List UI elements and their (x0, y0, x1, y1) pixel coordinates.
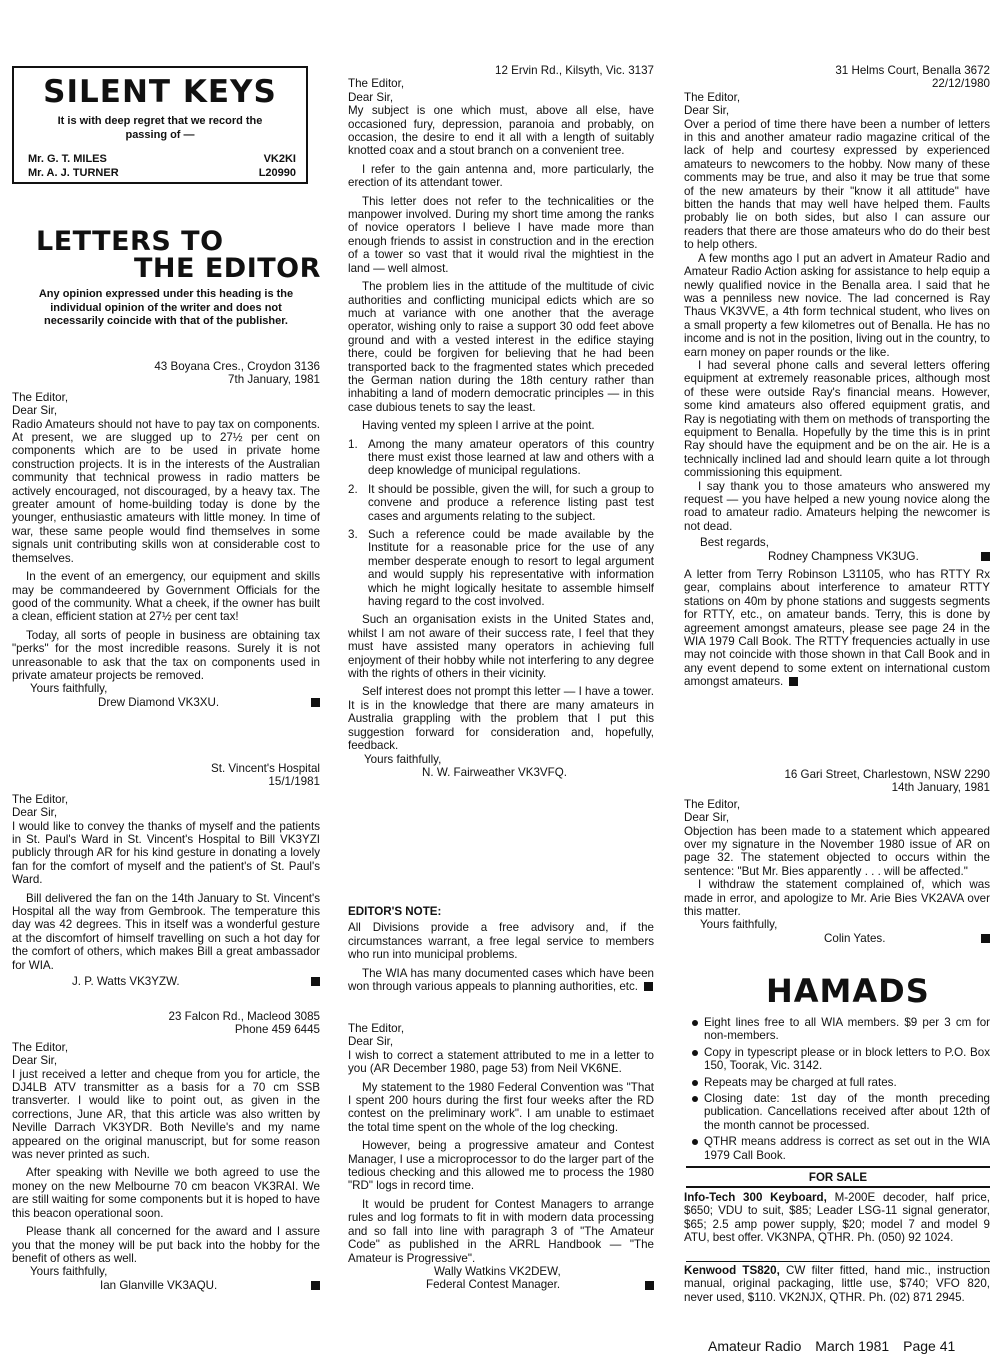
letter-closing: Yours faithfully, (364, 752, 442, 766)
letter-signature: Ian Glanville VK3AQU. (100, 1278, 218, 1292)
letter-paragraph: A few months ago I put an advert in Amateur Radio and Amateur Radio Action asking for assistance to help equip a newly qualified novice in the Benalla area. I said that he was a penniless new novice. The lad concerned is Ray Thaus VK3VVE, a 4th form technical student, who lives on a small property a few kilometres out of Benalla. He has no income and is not in the position, living out in the country, to earn money on paper rounds or the like. (684, 251, 990, 359)
silent-key-entry (28, 153, 296, 165)
silent-keys-box (12, 66, 308, 184)
signature-line (684, 932, 990, 945)
editors-note-paragraph: The WIA has many documented cases which have been won through various appeals to planning authorities, etc. (348, 966, 654, 994)
letter-salutation: The Editor, (12, 1040, 69, 1054)
letter-address: 16 Gari Street, Charlestown, NSW 2290 (784, 768, 990, 781)
letter-salutation: Dear Sir, (684, 811, 730, 825)
letter-wally-watkins (348, 1022, 654, 1292)
letter-paragraph: The problem lies in the attitude of the multitude of civic authorities and conflicting municipal edicts which are so much at variance with one another that the average operator, wishing only to raise a support 30 odd feet above ground and with a vested interest in the edifice staying there, could be forgiven for believing that he had been transported back to the fragmented states which preceded the German nation during the 18th century rather than inhabiting a land of modern democratic principles — in this case dubious tenets to say the least. (348, 280, 654, 414)
footer-page: Page 41 (903, 1338, 956, 1354)
letter-paragraph: Objection has been made to a statement which appeared over my signature in the November 1980 issue of AR on page 32. The statement objected to occurs within the sentence: "But Mr. Bies apparently . . . will be affected." (684, 824, 990, 878)
hamads-rule: Copy in typescript please or in block letters to P.O. Box 150, Toorak, Vic. 3142. (690, 1046, 990, 1073)
letter-date: 7th January, 1981 (228, 373, 320, 387)
letter-paragraph: Over a period of time there have been a number of letters in this and another amateur radio magazine critical of the lack of help and courtesy expressed by experienced amateurs to newcomers to the hobby. Now many of these comments may be true, and also it may be true that some of the new amateurs by their "know it all attitude" have bitten the hands that may well have helped them. Faults probably lie on both sides, but also I can assure our readers that there are those amateurs who do do their best to help others. (684, 117, 990, 252)
signature-line (12, 975, 320, 988)
item-number: 2. (348, 482, 358, 496)
silent-keys-intro: It is with deep regret that we record the passing of — (57, 115, 263, 141)
end-mark (311, 1281, 320, 1290)
letter-paragraph: Today, all sorts of people in business are obtaining tax "perks" for the most incredible reasons. Surely it is not unreasonable to ask that the tax on components used in private amateur projects be removed. (12, 628, 320, 682)
letter-paragraph: My subject is one which must, above all else, have occasioned fury, depression, paranoia and probably, on occasion, the desire to end it all with a length of suitably knotted coax and a stout branch on a convenient tree. (348, 104, 654, 158)
hamads-rules (690, 1016, 990, 1165)
letter-paragraph: It would be prudent for Contest Managers to arrange rules and log formats to fit in with modern data processing and so fall into line with paragraph 3 of "The Amateur Code" as published in the ARRL Handbook — "The Amateur is Progressive". (348, 1197, 654, 1265)
signature-line (12, 696, 320, 709)
letter-signature: J. P. Watts VK3YZW. (72, 975, 180, 989)
letter-closing: Yours faithfully, (30, 1265, 108, 1279)
letter-phone: Phone 459 6445 (234, 1023, 320, 1037)
letter-address: 31 Helms Court, Benalla 3672 (835, 64, 990, 77)
silent-key-call: VK2KI (263, 153, 296, 165)
item-text: Such a reference could be made available by the Institute for a reasonable price for the use of any member desperate enough to resort to legal argument and would supply his representative with information which he might logically hesitate to assemble himself having regard to the cost involved. (368, 528, 654, 609)
letter-paragraph: Self interest does not prompt this letter — I have a tower. It is in the knowledge that there are many amateurs in Australia grappling with the problem that I put this suggestion forward for consideration and, hopefully, feedback. (348, 685, 654, 753)
letter-salutation: Dear Sir, (12, 806, 58, 820)
silent-key-name: Mr. G. T. MILES (28, 153, 107, 165)
letter-salutation: Dear Sir, (348, 1035, 394, 1049)
editors-note-heading: EDITOR'S NOTE: (348, 905, 442, 918)
footer-magazine: Amateur Radio (708, 1338, 802, 1354)
letter-paragraph: I would like to convey the thanks of myself and the patients in St. Paul's Ward in St. Vincent's Hospital to Bill VK3YZI publicly through AR for his kind gesture in donating a lovely fan for the comfort of myself and the patient's of St. Paul's Ward. (12, 819, 320, 887)
letter-jp-watts (12, 762, 320, 989)
letter-salutation: Dear Sir, (684, 104, 730, 118)
letter-address: St. Vincent's Hospital (211, 762, 320, 775)
end-mark (311, 977, 320, 986)
divider (686, 1261, 990, 1262)
letter-fairweather (348, 64, 654, 779)
end-mark (981, 552, 990, 561)
letter-paragraph: I wish to correct a statement attributed to me in a letter to you (AR December 1980, page 53) from Neil VK6NE. (348, 1048, 654, 1076)
divider (686, 1186, 990, 1188)
divider (686, 1166, 990, 1168)
letter-rodney-champness (684, 64, 990, 689)
letter-date: 14th January, 1981 (891, 781, 990, 795)
letter-address: 43 Boyana Cres., Croydon 3136 (154, 360, 320, 373)
letter-paragraph: However, being a progressive amateur and Contest Manager, I use a microprocessor to do the larger part of the tedious checking and this allowed me to process the 1980 "RD" logs in record time. (348, 1139, 654, 1193)
letter-signature: Rodney Champness VK3UG. (768, 549, 919, 563)
letter-paragraph: Having vented my spleen I arrive at the point. (362, 419, 595, 433)
silent-key-call: L20990 (258, 167, 296, 179)
letter-paragraph: I just received a letter and cheque from you for article, the DJ4LB ATV transmitter as a basis for a 70 cm SSB transverter. I would like to point out, as given in the corrections, June AR, that this article was also written by Neville Darrach VK3YDR. Both Neville's and my name appeared on the original manuscript, but for some reason was never printed as such. (12, 1067, 320, 1162)
page-footer (708, 1338, 955, 1354)
letter-salutation: The Editor, (348, 77, 405, 91)
editors-note-paragraph: All Divisions provide a free advisory and, if the circumstances warrant, a free legal service to members who run into municipal problems. (348, 921, 654, 962)
letter-paragraph: I had several phone calls and several letters offering equipment at extremely reasonable prices, although most of these were outside Ray's financial means. However, some kind amateurs also offered equipment gratis, and Ray is negotiating with them on methods of transporting the equipment to Benalla. Hopefully by the time this is in print Ray should have the equipment and be on the air. He is a technically inclined lad and should learn quite a lot through commissioning this equipment. (684, 358, 990, 480)
letter-closing: Yours faithfully, (30, 682, 108, 696)
ad-text: CW filter fitted, hand mic., instruction manual, original packaging, little use, $740; VFO 820, never used, $110. VK2NJX, QTHR. Ph. (02) 871 2945. (684, 1264, 990, 1304)
letter-closing: Yours faithfully, (700, 918, 778, 932)
hamads-rule: QTHR means address is correct as set out in the WIA 1979 Call Book. (690, 1135, 990, 1162)
letter-paragraph: I say thank you to those amateurs who answered my request — you have helped a new young novice along the road to amateur radio. Amateurs helping the newcomer is not dead. (684, 479, 990, 533)
editors-note (348, 905, 654, 993)
letter-paragraph: In the event of an emergency, our equipment and skills may be commandeered by Government Officials for the good of the community. What a cheek, if the owner has built a clean, efficient station at 27½ per cent tax! (12, 570, 320, 624)
signature-line (12, 1279, 320, 1292)
for-sale-heading: FOR SALE (808, 1172, 868, 1184)
letter-colin-yates (684, 768, 990, 945)
item-number: 1. (348, 437, 358, 451)
silent-key-entry (28, 167, 296, 179)
numbered-item (348, 528, 654, 608)
letter-signature: Wally Watkins VK2DEW, (434, 1264, 561, 1278)
letter-signature-title: Federal Contest Manager. (426, 1278, 561, 1292)
letter-paragraph: I refer to the gain antenna and, more particularly, the erection of its attendant tower. (348, 162, 654, 190)
letter-paragraph: Such an organisation exists in the United States and, whilst I am not aware of their success rate, I feel that they must have assisted many operators in achieving full enjoyment of their hobby while not interfering to any degree with the rights of others in their vicinity. (348, 613, 654, 681)
letter-address: 23 Falcon Rd., Macleod 3085 (168, 1010, 320, 1023)
classified-ad (684, 1191, 990, 1245)
letter-paragraph: Bill delivered the fan on the 14th January to St. Vincent's Hospital all the way from Gembrook. The temperature this day was 42 degrees. This in itself was a wonderful gesture at the discomfort of himself travelling on such a hot day for the comfort of others, which makes Bill a great ambassador for WIA. (12, 891, 320, 972)
letter-paragraph: This letter does not refer to the technicalities or the manpower involved. During my short time among the ranks of novice operators I believe I have made more than enough friends to assist in construction and in the erection of a tower so vast that it would rival the mightiest in the land — well almost. (348, 194, 654, 275)
hamads-rule: Repeats may be charged at full rates. (690, 1076, 990, 1089)
letter-paragraph: Please thank all concerned for the award and I assure you that the money will be put back into the hobby for the benefit of others as well. (12, 1225, 320, 1265)
letter-signature: Drew Diamond VK3XU. (98, 695, 220, 709)
letter-salutation: The Editor, (12, 792, 69, 806)
silent-keys-title: SILENT KEYS (43, 74, 277, 110)
letter-salutation: Dear Sir, (12, 404, 58, 418)
letter-salutation: The Editor, (684, 797, 741, 811)
signature-line (684, 550, 990, 563)
item-number: 3. (348, 528, 358, 541)
letter-paragraph: I withdraw the statement complained of, which was made in error, and apologize to Mr. Arie Bies VK2AVA over this matter. (684, 878, 990, 919)
end-mark (311, 698, 320, 707)
end-mark (981, 934, 990, 943)
item-text: It should be possible, given the will, for such a group to convene and produce a reference listing past test cases and arguments relating to the subject. (368, 482, 654, 523)
letter-salutation: The Editor, (684, 90, 741, 104)
letter-paragraph: My statement to the 1980 Federal Convention was "That I spent 200 hours during the first four weeks after the RD contest on the preliminary work". I am unable to estimaet the total time spent on the whole of the log checking. (348, 1080, 654, 1134)
rtty-note: A letter from Terry Robinson L31105, who has RTTY Rx gear, complains about interference to amateur RTTY stations on 40m by phone stations and suggests segments for RTTY, etc., on amateur bands. Terry, this is done by agreement amongst amateurs, please see page 24 in the WIA 1979 Call Book. The RTTY frequencies actually in use may not coincide with those shown in that Call Book and in any event depend to some extent on international custom amongst amateurs. (684, 568, 990, 689)
letters-disclaimer: Any opinion expressed under this heading is the individual opinion of the writer and does not necessarily coincide with that of the publisher. (38, 288, 294, 327)
letter-salutation: The Editor, (348, 1022, 405, 1035)
ad-text: M-200E decoder, half price, $650; VDU to suit, $85; Leader LSG-11 signal generator, $65; 2.5 amp power supply, $20; model 7 and model 9 ATU, best offer. VK3NPA, QTHR. Ph. (050) 92 1024. (684, 1191, 990, 1245)
letter-salutation: Dear Sir, (348, 90, 394, 104)
letter-salutation: The Editor, (12, 390, 69, 404)
letter-closing: Best regards, (700, 536, 769, 550)
hamads-rule: Eight lines free to all WIA members. $9 per 3 cm for non-members. (690, 1016, 990, 1043)
letter-paragraph: After speaking with Neville we both agreed to use the money on the new Melbourne 70 cm beacon VK3RAI. We are still waiting for some components but it is hoped to have this beacon operational soon. (12, 1166, 320, 1220)
classified-ad (684, 1264, 990, 1304)
letters-heading-line1: LETTERS TO (36, 226, 224, 257)
numbered-item (348, 438, 654, 478)
signature-line (348, 1278, 654, 1291)
letter-salutation: Dear Sir, (12, 1054, 58, 1068)
item-text: Among the many amateur operators of this country there must exist those learned at law and others with a deep knowledge of municipal regulations. (368, 437, 654, 478)
ad-item-name: Kenwood TS820, (684, 1264, 780, 1277)
end-mark (645, 1281, 654, 1290)
silent-key-name: Mr. A. J. TURNER (28, 167, 119, 179)
letter-signature: Colin Yates. (824, 931, 886, 945)
footer-issue: March 1981 (815, 1338, 890, 1354)
letter-signature: N. W. Fairweather VK3VFQ. (422, 765, 567, 779)
letter-paragraph: Radio Amateurs should not have to pay tax on components. At present, we are slugged up to 27½ per cent on components which are to be used in private home construction projects. It is in the interests of the Australian community that technical prowess in radio matters be actively encouraged, not discouraged, by a heavy tax. The greater amount of home-building today is done by the younger, enthusiastic amateurs with little money. In time of war, these same people would find themselves in some signals unit contributing skills won at considerable cost to themselves. (12, 417, 320, 565)
letter-ian-glanville (12, 1010, 320, 1292)
letters-heading-line2: THE EDITOR (134, 253, 321, 284)
ad-item-name: Info-Tech 300 Keyboard, (684, 1191, 827, 1204)
hamads-title: HAMADS (766, 972, 930, 1010)
numbered-item (348, 483, 654, 523)
hamads-rule: Closing date: 1st day of the month preceding publication. Cancellations received after about 12th of the month cannot be processed. (690, 1092, 990, 1132)
letter-date: 15/1/1981 (268, 775, 320, 789)
letter-drew-diamond (12, 360, 320, 709)
letter-date: 22/12/1980 (931, 77, 990, 91)
letter-address: 12 Ervin Rd., Kilsyth, Vic. 3137 (495, 64, 654, 77)
